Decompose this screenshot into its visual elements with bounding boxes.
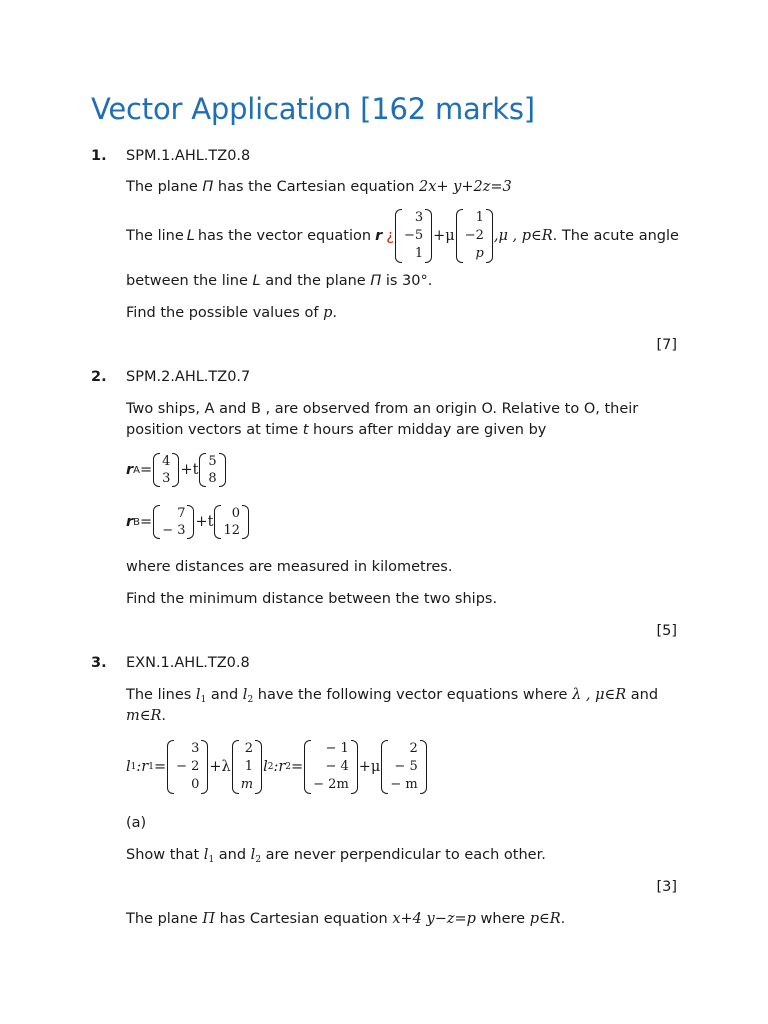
q3-plane-sentence: The plane Π has Cartesian equation x+4 y−z=p where p∈R. — [126, 911, 566, 927]
marks-label: [5] — [656, 623, 677, 639]
q1-line-sentence: The line L has the vector equation r ¿ 3 −5 1 +μ 1 −2 p ,μ , p∈R . The acute angle — [126, 210, 679, 261]
q1-task: Find the possible values of p. — [126, 305, 337, 321]
q3-intro-1: The lines $l_1$ and $l_2$ have the following vector equations where λ , μ∈R and — [126, 687, 659, 705]
question-code: SPM.2.AHL.TZ0.7 — [126, 369, 251, 385]
marks-label: [3] — [656, 879, 677, 895]
vector-direction: 1 −2 p — [456, 209, 493, 263]
part-label: (a) — [126, 815, 147, 831]
q2-units-note: where distances are measured in kilometres. — [126, 559, 453, 575]
lines-equations: l 1 :r 1 = 3 − 2 0 +λ 2 1 m l 2 :r 2 = − 1 − 4 − 2m +μ 2 − 5 − m — [126, 740, 428, 794]
question-number: 1. — [91, 148, 107, 164]
q3a-task: Show that $l_1$ and $l_2$ are never perpendicular to each other. — [126, 847, 546, 865]
q2-task: Find the minimum distance between the two ships. — [126, 591, 498, 607]
vector-point: 3 −5 1 — [395, 209, 432, 263]
q1-angle-sentence: between the line L and the plane Π is 30°. — [126, 273, 433, 289]
marks-label: [7] — [656, 337, 677, 353]
question-number: 2. — [91, 369, 107, 385]
ship-b-equation: r B = 7 − 3 +t 0 12 — [126, 505, 250, 539]
question-code: SPM.1.AHL.TZ0.8 — [126, 148, 251, 164]
page-title: Vector Application [162 marks] — [91, 92, 535, 126]
question-number: 3. — [91, 655, 107, 671]
q3-intro-2: m∈R. — [126, 708, 167, 724]
question-code: EXN.1.AHL.TZ0.8 — [126, 655, 250, 671]
q2-intro-2: position vectors at time t hours after midday are given by — [126, 422, 547, 438]
ship-a-equation: r A = 4 3 +t 5 8 — [126, 453, 227, 487]
q2-intro-1: Two ships, A and B , are observed from an origin O. Relative to O, their — [126, 401, 639, 417]
q1-plane-sentence: The plane Π has the Cartesian equation 2x+ y+2z=3 — [126, 179, 512, 195]
plane-equation: 2x+ y+2z=3 — [419, 179, 512, 195]
